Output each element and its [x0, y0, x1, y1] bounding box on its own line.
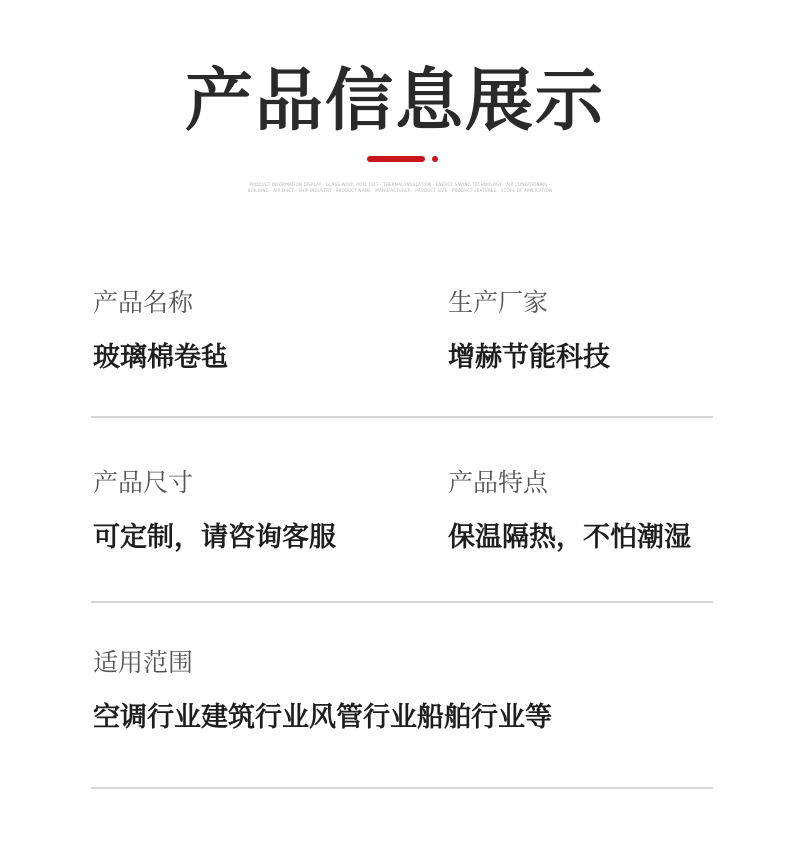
- row-divider-2: [91, 601, 713, 603]
- manufacturer-value: 增赫节能科技: [448, 342, 610, 373]
- scope-label: 适用范围: [93, 648, 194, 677]
- row-divider-3: [91, 787, 713, 789]
- row-divider-1: [91, 416, 713, 418]
- scope-value: 空调行业建筑行业风管行业船舶行业等: [93, 702, 552, 733]
- title-accent-bar: [367, 156, 425, 162]
- product-size-label: 产品尺寸: [93, 468, 194, 497]
- product-features-value: 保温隔热，不怕潮湿: [448, 522, 691, 553]
- manufacturer-label: 生产厂家: [448, 288, 549, 317]
- title-fine-print: PRODUCT INFORMATION DISPLAY · GLASS WOOL ROLL FELT · THERMAL INSULATION · ENERGY SAVING TECHNOLOGY · AIR CONDITIONING · BUILDING · AIR DUCT · SHIP INDUSTRY · PRODUCT NAME · MANUFACTURER · PRODUCT SIZE · PRODUCT FEATURES · SCOPE OF APPLICATION: [247, 182, 553, 193]
- product-features-label: 产品特点: [448, 468, 549, 497]
- title-accent-dot: [432, 156, 438, 162]
- page-title: 产品信息展示: [184, 62, 605, 141]
- product-name-value: 玻璃棉卷毡: [93, 342, 228, 373]
- product-size-value: 可定制，请咨询客服: [93, 522, 336, 553]
- product-name-label: 产品名称: [93, 288, 194, 317]
